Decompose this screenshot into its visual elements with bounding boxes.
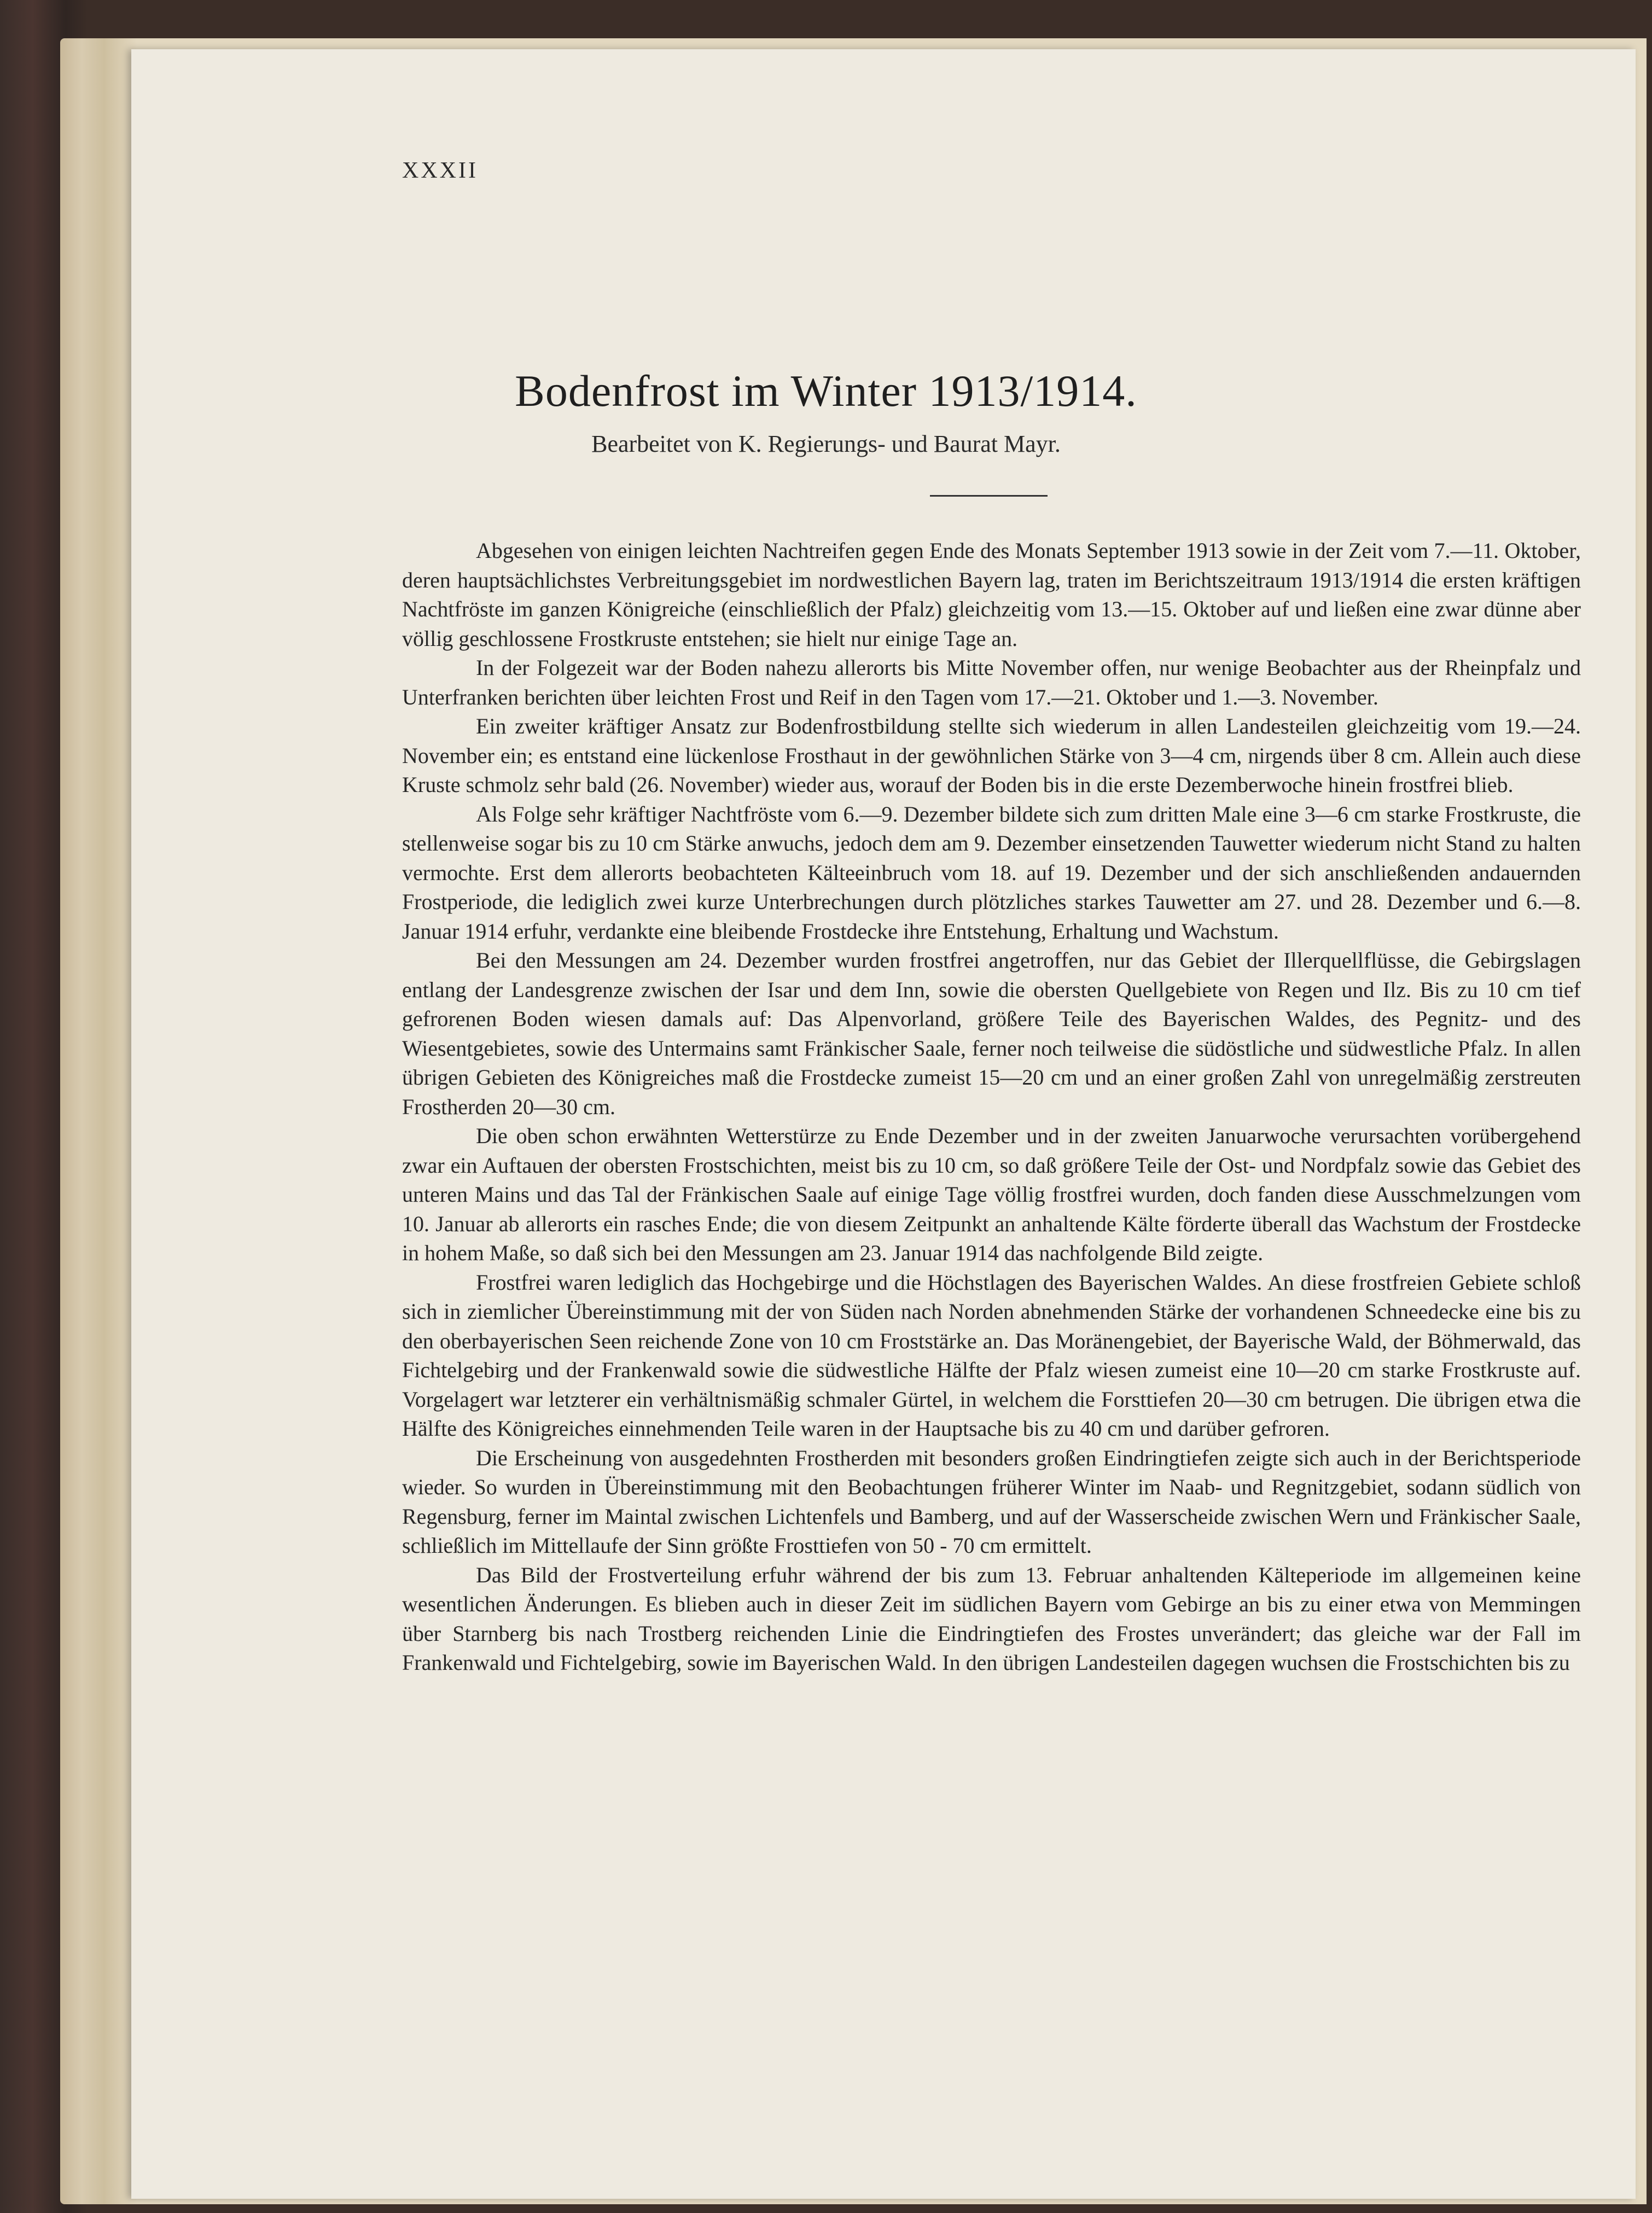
paragraph: Als Folge sehr kräftiger Nachtfröste vom 6.—9. Dezember bildete sich zum dritten Male eine 3—6 cm starke Frostkruste, die stellenweise sogar bis zu 10 cm Stärke anwuchs, jedoch dem am 9. Dezember einsetzenden Tauwetter wiederum nicht Stand zu halten vermochte. Erst dem allerorts beobachteten Kälteeinbruch vom 18. auf 19. Dezember und der sich anschließenden andauernden Frostperiode, die lediglich zwei kurze Unterbrechungen durch plötzliches starkes Tauwetter am 27. und 28. Dezember und 6.—8. Januar 1914 erfuhr, verdankte eine bleibende Frostdecke ihre Entstehung, Erhaltung und Wachstum. <box>402 801 1581 944</box>
article-body <box>402 536 1581 1678</box>
title-divider <box>930 495 1048 497</box>
article-author: Bearbeitet von K. Regierungs- und Baurat Mayr. <box>591 430 1061 457</box>
paragraph: Abgesehen von einigen leichten Nachtreifen gegen Ende des Monats September 1913 sowie in der Zeit vom 7.—11. Oktober, deren hauptsächlichstes Verbreitungsgebiet im nordwestlichen Bayern lag, traten im Berichtszeitraum 1913/1914 die ersten kräftigen Nachtfröste im ganzen Königreiche (einschließlich der Pfalz) gleichzeitig vom 13.—15. Oktober auf und ließen eine zwar dünne aber völlig geschlossene Frostkruste entstehen; sie hielt nur einige Tage an. <box>402 538 1581 651</box>
paragraph: Die oben schon erwähnten Wetterstürze zu Ende Dezember und in der zweiten Januarwoche verursachten vorübergehend zwar ein Auftauen der obersten Frostschichten, meist bis zu 10 cm, so daß größere Teile der Ost- und Nordpfalz sowie das Gebiet des unteren Mains und das Tal der Fränkischen Saale auf einige Tage völlig frostfrei wurden, doch fanden diese Ausschmelzungen vom 10. Januar ab allerorts ein rasches Ende; die von diesem Zeitpunkt an anhaltende Kälte förderte überall das Wachstum der Frostdecke in hohem Maße, so daß sich bei den Messungen am 23. Januar 1914 das nachfolgende Bild zeigte. <box>402 1123 1581 1265</box>
article-title: Bodenfrost im Winter 1913/1914. <box>515 366 1137 416</box>
paragraph: Das Bild der Frostverteilung erfuhr während der bis zum 13. Februar anhaltenden Kälteperiode im allgemeinen keine wesentlichen Änderungen. Es blieben auch in dieser Zeit im südlichen Bayern vom Gebirge an bis zu einer etwa von Memmingen über Starnberg bis nach Trostberg reichenden Linie die Eindringtiefen des Frostes unverändert; das gleiche war der Fall im Frankenwald und Fichtelgebirg, sowie im Bayerischen Wald. In den übrigen Landesteilen dagegen wuchsen die Frostschichten bis zu <box>402 1562 1581 1675</box>
paragraph: Ein zweiter kräftiger Ansatz zur Bodenfrostbildung stellte sich wiederum in allen Landesteilen gleichzeitig vom 19.—24. November ein; es entstand eine lückenlose Frosthaut in der gewöhnlichen Stärke von 3—4 cm, nirgends über 8 cm. Allein auch diese Kruste schmolz sehr bald (26. November) wieder aus, worauf der Boden bis in die erste Dezemberwoche hinein frostfrei blieb. <box>402 714 1581 797</box>
page-number: XXXII <box>402 158 478 183</box>
paragraph: Frostfrei waren lediglich das Hochgebirge und die Höchstlagen des Bayerischen Waldes. An diese frostfreien Gebiete schloß sich in ziemlicher Übereinstimmung mit der von Süden nach Norden abnehmenden Stärke der vorhandenen Schneedecke eine bis zu den oberbayerischen Seen reichende Zone von 10 cm Froststärke an. Das Moränengebiet, der Bayerische Wald, der Böhmerwald, das Fichtelgebirg und der Frankenwald sowie die südwestliche Hälfte der Pfalz wiesen zumeist eine 10—20 cm starke Frostkruste auf. Vorgelagert war letzterer ein verhältnismäßig schmaler Gürtel, in welchem die Forsttiefen 20—30 cm betrugen. Die übrigen etwa die Hälfte des Königreiches einnehmenden Teile waren in der Hauptsache bis zu 40 cm und darüber gefroren. <box>402 1269 1581 1441</box>
paragraph: Bei den Messungen am 24. Dezember wurden frostfrei angetroffen, nur das Gebiet der Illerquellflüsse, die Gebirgslagen entlang der Landesgrenze zwischen der Isar und dem Inn, sowie die obersten Quellgebiete von Regen und Ilz. Bis zu 10 cm tief gefrorenen Boden wiesen damals auf: Das Alpenvorland, größere Teile des Bayerischen Waldes, des Pegnitz- und des Wiesentgebietes, sowie des Untermains samt Fränkischer Saale, ferner noch teilweise die südöstliche und südwestliche Pfalz. In allen übrigen Gebieten des Königreiches maß die Frostdecke zumeist 15—20 cm und an einer großen Zahl von unregelmäßig zerstreuten Frostherden 20—30 cm. <box>402 948 1581 1119</box>
paragraph: In der Folgezeit war der Boden nahezu allerorts bis Mitte November offen, nur wenige Beobachter aus der Rheinpfalz und Unterfranken berichten über leichten Frost und Reif in den Tagen vom 17.—21. Oktober und 1.—3. November. <box>402 655 1581 709</box>
paragraph: Die Erscheinung von ausgedehnten Frostherden mit besonders großen Eindringtiefen zeigte sich auch in der Berichtsperiode wieder. So wurden in Übereinstimmung mit den Beobachtungen früherer Winter im Naab- und Regnitzgebiet, sodann südlich von Regensburg, ferner im Maintal zwischen Lichtenfels und Bamberg, und auf der Wasserscheide zwischen Wern und Fränkischer Saale, schließlich im Mittellaufe der Sinn größte Frosttiefen von 50 - 70 cm ermittelt. <box>402 1445 1581 1558</box>
